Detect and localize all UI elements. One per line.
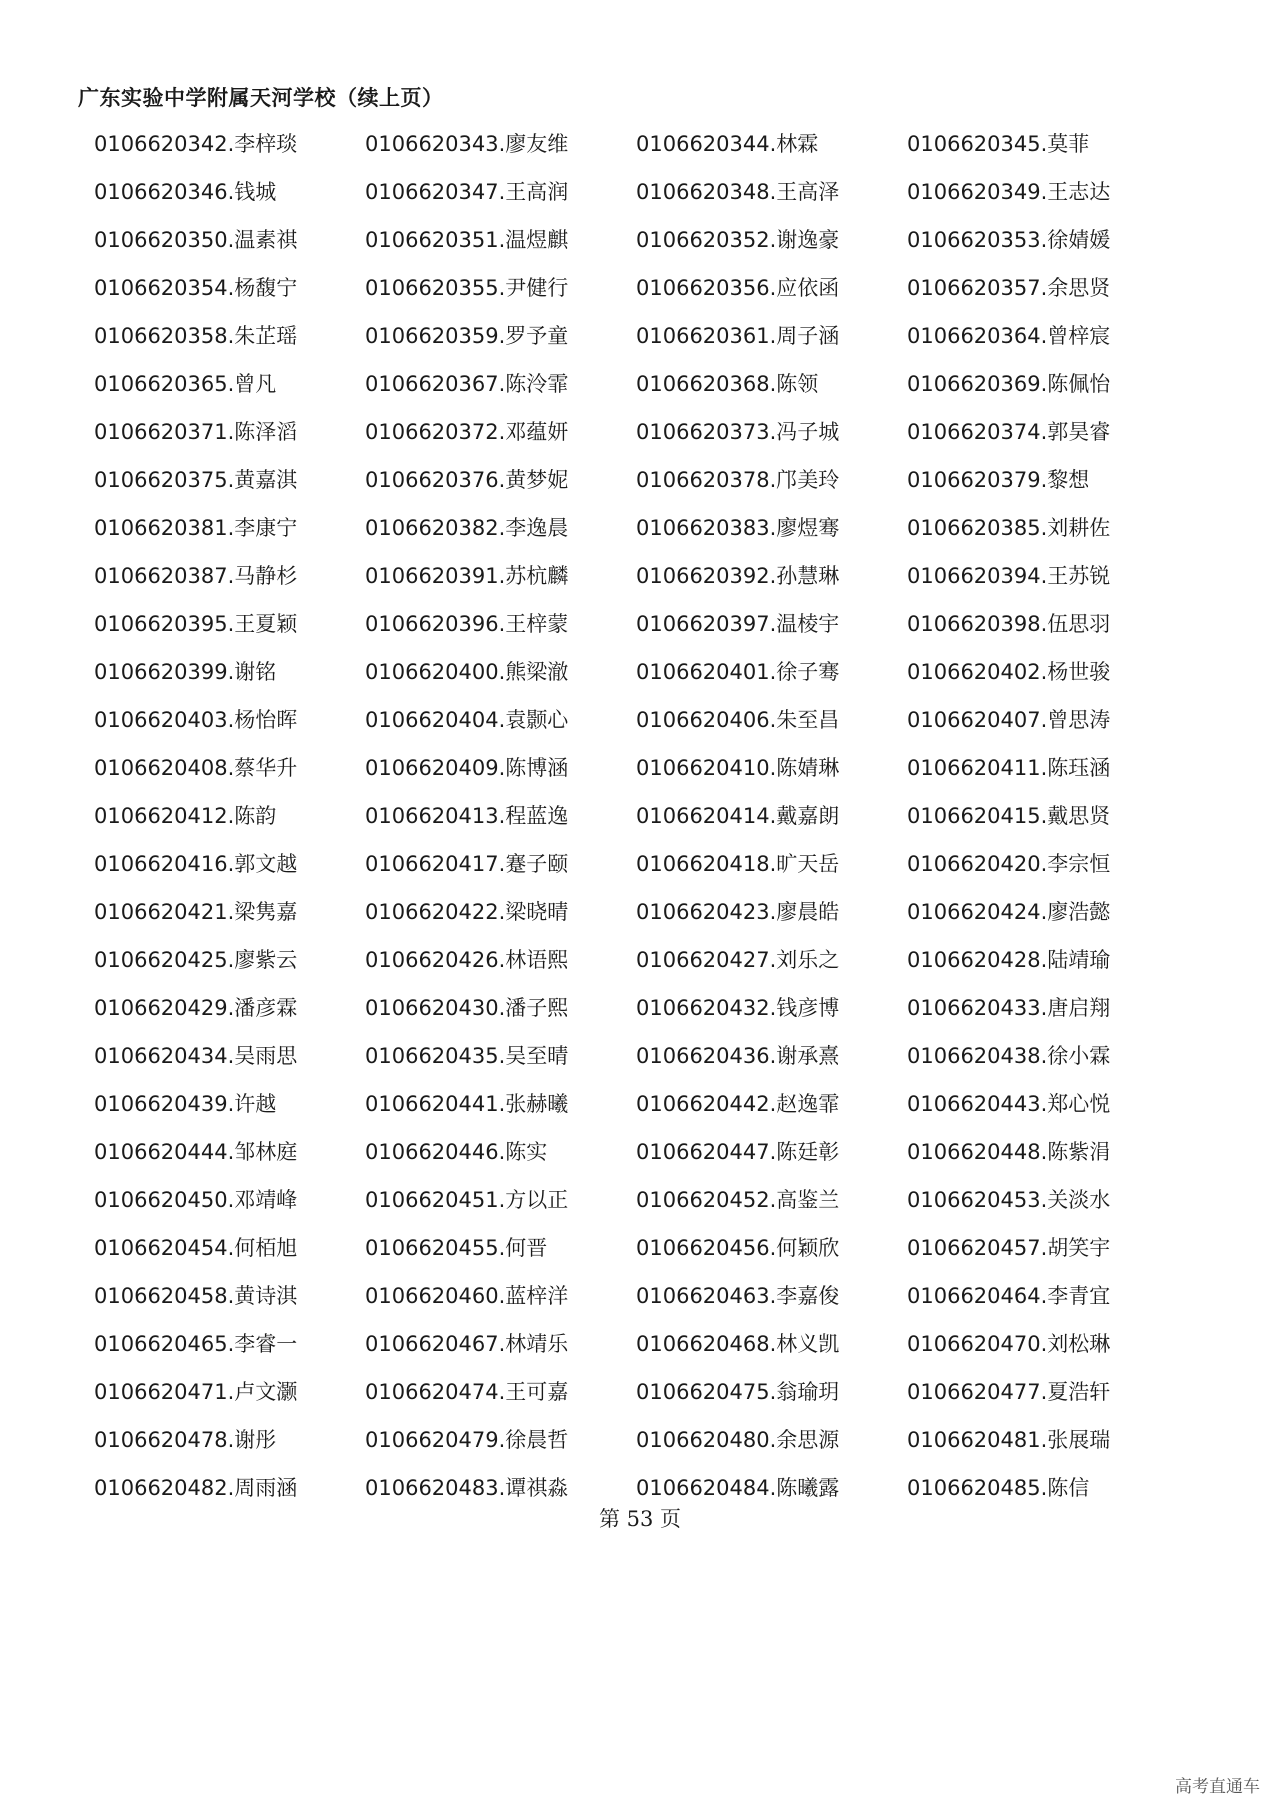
roster-entry: 0106620353.徐婧媛 (907, 228, 1111, 252)
watermark: 高考直通车 (1175, 1777, 1260, 1797)
roster-entry: 0106620482.周雨涵 (94, 1476, 298, 1500)
roster-entry: 0106620352.谢逸豪 (636, 228, 840, 252)
roster-entry: 0106620394.王苏锐 (907, 564, 1111, 588)
roster-entry: 0106620359.罗予童 (365, 324, 569, 348)
roster-entry: 0106620484.陈曦露 (636, 1476, 840, 1500)
roster-entry: 0106620400.熊梁澈 (365, 660, 569, 684)
roster-entry: 0106620409.陈博涵 (365, 756, 569, 780)
roster-entry: 0106620348.王高泽 (636, 180, 840, 204)
roster-entry: 0106620418.旷天岳 (636, 852, 840, 876)
roster-entry: 0106620344.林霖 (636, 132, 819, 156)
roster-entry: 0106620429.潘彦霖 (94, 996, 298, 1020)
roster-entry: 0106620432.钱彦博 (636, 996, 840, 1020)
roster-entry: 0106620349.王志达 (907, 180, 1111, 204)
roster-entry: 0106620470.刘松琳 (907, 1332, 1111, 1356)
roster-entry: 0106620456.何颖欣 (636, 1236, 840, 1260)
roster-entry: 0106620448.陈紫涓 (907, 1140, 1111, 1164)
roster-entry: 0106620454.何栢旭 (94, 1236, 298, 1260)
roster-entry: 0106620468.林义凯 (636, 1332, 840, 1356)
roster-entry: 0106620385.刘耕佐 (907, 516, 1111, 540)
roster-entry: 0106620435.吴至晴 (365, 1044, 569, 1068)
roster-entry: 0106620358.朱芷瑶 (94, 324, 298, 348)
roster-entry: 0106620483.谭祺淼 (365, 1476, 569, 1500)
roster-entry: 0106620453.关淡水 (907, 1188, 1111, 1212)
roster-entry: 0106620372.邓蕴妍 (365, 420, 569, 444)
roster-entry: 0106620381.李康宁 (94, 516, 298, 540)
roster-entry: 0106620369.陈佩怡 (907, 372, 1111, 396)
roster-entry: 0106620416.郭文越 (94, 852, 298, 876)
roster-entry: 0106620421.梁隽嘉 (94, 900, 298, 924)
roster-entry: 0106620447.陈廷彰 (636, 1140, 840, 1164)
roster-entry: 0106620367.陈泠霏 (365, 372, 569, 396)
roster-entry: 0106620480.余思源 (636, 1428, 840, 1452)
roster-entry: 0106620406.朱至昌 (636, 708, 840, 732)
roster-entry: 0106620345.莫菲 (907, 132, 1090, 156)
roster-entry: 0106620412.陈韵 (94, 804, 277, 828)
roster-entry: 0106620343.廖友维 (365, 132, 569, 156)
roster-entry: 0106620364.曾梓宸 (907, 324, 1111, 348)
roster-entry: 0106620430.潘子熙 (365, 996, 569, 1020)
roster-entry: 0106620365.曾凡 (94, 372, 277, 396)
roster-entry: 0106620457.胡笑宇 (907, 1236, 1111, 1260)
roster-entry: 0106620397.温棱宇 (636, 612, 840, 636)
roster-entry: 0106620346.钱城 (94, 180, 277, 204)
roster-entry: 0106620464.李青宜 (907, 1284, 1111, 1308)
roster-entry: 0106620442.赵逸霏 (636, 1092, 840, 1116)
roster-entry: 0106620395.王夏颖 (94, 612, 298, 636)
roster-entry: 0106620481.张展瑞 (907, 1428, 1111, 1452)
roster-entry: 0106620410.陈婧琳 (636, 756, 840, 780)
roster-entry: 0106620463.李嘉俊 (636, 1284, 840, 1308)
roster-entry: 0106620443.郑心悦 (907, 1092, 1111, 1116)
roster-entry: 0106620434.吴雨思 (94, 1044, 298, 1068)
roster-entry: 0106620411.陈珏涵 (907, 756, 1111, 780)
roster-entry: 0106620422.梁晓晴 (365, 900, 569, 924)
roster-entry: 0106620444.邹林庭 (94, 1140, 298, 1164)
roster-entry: 0106620379.黎想 (907, 468, 1090, 492)
roster-entry: 0106620428.陆靖瑜 (907, 948, 1111, 972)
roster-entry: 0106620375.黄嘉淇 (94, 468, 298, 492)
roster-entry: 0106620451.方以正 (365, 1188, 569, 1212)
roster-entry: 0106620413.程蓝逸 (365, 804, 569, 828)
roster-entry: 0106620396.王梓蒙 (365, 612, 569, 636)
roster-entry: 0106620374.郭昊睿 (907, 420, 1111, 444)
page-number: 第 53 页 (598, 1507, 682, 1531)
roster-entry: 0106620438.徐小霖 (907, 1044, 1111, 1068)
roster-entry: 0106620399.谢铭 (94, 660, 277, 684)
roster-entry: 0106620361.周子涵 (636, 324, 840, 348)
page-title: 广东实验中学附属天河学校（续上页） (78, 86, 444, 110)
roster-entry: 0106620392.孙慧琳 (636, 564, 840, 588)
roster-entry: 0106620424.廖浩懿 (907, 900, 1111, 924)
roster-entry: 0106620391.苏杭麟 (365, 564, 569, 588)
roster-entry: 0106620485.陈信 (907, 1476, 1090, 1500)
roster-entry: 0106620458.黄诗淇 (94, 1284, 298, 1308)
roster-entry: 0106620471.卢文灏 (94, 1380, 298, 1404)
roster-entry: 0106620378.邝美玲 (636, 468, 840, 492)
roster-entry: 0106620342.李梓琰 (94, 132, 298, 156)
roster-entry: 0106620382.李逸晨 (365, 516, 569, 540)
roster-entry: 0106620439.许越 (94, 1092, 277, 1116)
roster-entry: 0106620355.尹健行 (365, 276, 569, 300)
roster-entry: 0106620373.冯子城 (636, 420, 840, 444)
roster-entry: 0106620371.陈泽滔 (94, 420, 298, 444)
roster-entry: 0106620404.袁颢心 (365, 708, 569, 732)
roster-entry: 0106620426.林语熙 (365, 948, 569, 972)
roster-entry: 0106620450.邓靖峰 (94, 1188, 298, 1212)
roster-entry: 0106620420.李宗恒 (907, 852, 1111, 876)
roster-entry: 0106620474.王可嘉 (365, 1380, 569, 1404)
roster-entry: 0106620460.蓝梓洋 (365, 1284, 569, 1308)
roster-entry: 0106620350.温素祺 (94, 228, 298, 252)
roster-entry: 0106620452.高鉴兰 (636, 1188, 840, 1212)
roster-entry: 0106620446.陈实 (365, 1140, 548, 1164)
roster-entry: 0106620408.蔡华升 (94, 756, 298, 780)
roster-entry: 0106620423.廖晨皓 (636, 900, 840, 924)
roster-entry: 0106620436.谢承熹 (636, 1044, 840, 1068)
roster-entry: 0106620415.戴思贤 (907, 804, 1111, 828)
student-roster (94, 120, 1194, 1512)
roster-entry: 0106620407.曾思涛 (907, 708, 1111, 732)
roster-entry: 0106620417.蹇子颐 (365, 852, 569, 876)
roster-entry: 0106620401.徐子骞 (636, 660, 840, 684)
roster-entry: 0106620455.何晋 (365, 1236, 548, 1260)
roster-entry: 0106620387.马静杉 (94, 564, 298, 588)
roster-entry: 0106620414.戴嘉朗 (636, 804, 840, 828)
roster-entry: 0106620347.王高润 (365, 180, 569, 204)
roster-entry: 0106620441.张赫曦 (365, 1092, 569, 1116)
roster-entry: 0106620398.伍思羽 (907, 612, 1111, 636)
roster-entry: 0106620425.廖紫云 (94, 948, 298, 972)
roster-entry: 0106620403.杨怡晖 (94, 708, 298, 732)
roster-entry: 0106620479.徐晨哲 (365, 1428, 569, 1452)
roster-entry: 0106620383.廖煜骞 (636, 516, 840, 540)
roster-entry: 0106620368.陈领 (636, 372, 819, 396)
roster-entry: 0106620467.林靖乐 (365, 1332, 569, 1356)
roster-entry: 0106620402.杨世骏 (907, 660, 1111, 684)
roster-entry: 0106620354.杨馥宁 (94, 276, 298, 300)
roster-entry: 0106620376.黄梦妮 (365, 468, 569, 492)
roster-entry: 0106620477.夏浩轩 (907, 1380, 1111, 1404)
roster-entry: 0106620427.刘乐之 (636, 948, 840, 972)
roster-entry: 0106620465.李睿一 (94, 1332, 298, 1356)
roster-entry: 0106620356.应依函 (636, 276, 840, 300)
roster-entry: 0106620478.谢彤 (94, 1428, 277, 1452)
roster-entry: 0106620351.温煜麒 (365, 228, 569, 252)
roster-entry: 0106620433.唐启翔 (907, 996, 1111, 1020)
roster-entry: 0106620357.余思贤 (907, 276, 1111, 300)
roster-entry: 0106620475.翁瑜玥 (636, 1380, 840, 1404)
